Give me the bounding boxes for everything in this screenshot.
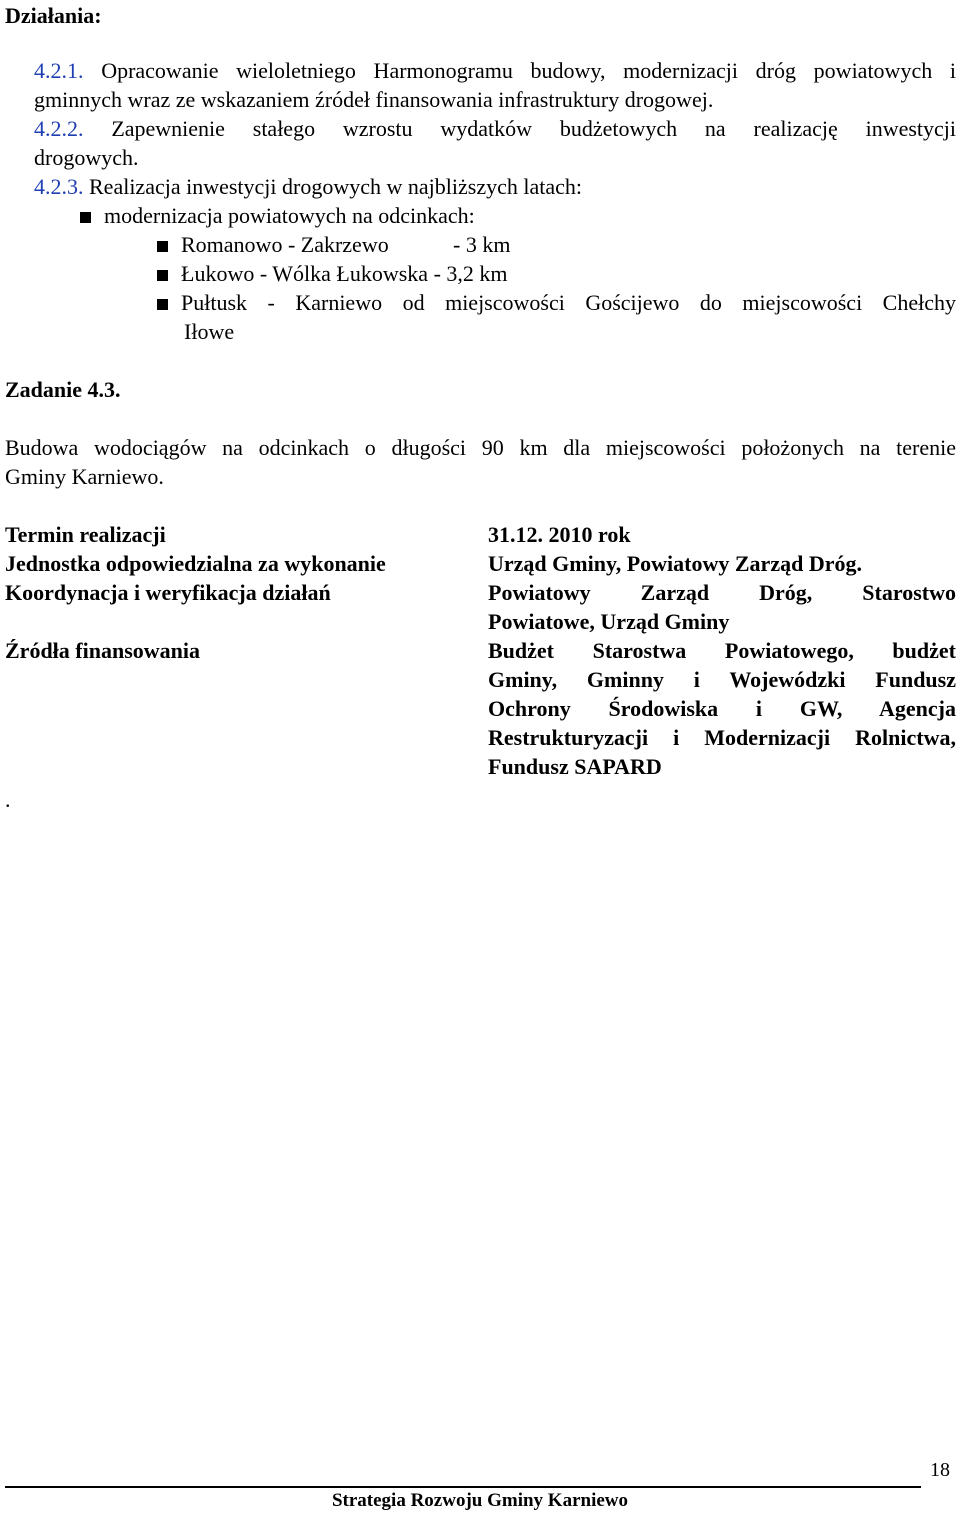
stray-dot: . — [5, 787, 11, 812]
term-label: Termin realizacji — [5, 522, 166, 547]
square-bullet-icon — [157, 299, 168, 310]
action-item — [34, 56, 956, 85]
task-description-cont: Gminy Karniewo. — [5, 464, 164, 489]
modernization-label: modernizacja powiatowych na odcinkach: — [104, 203, 475, 228]
action-item — [34, 172, 582, 201]
section-item — [157, 230, 510, 259]
section-heading: Działania: — [5, 3, 102, 28]
section-route: Łukowo - Wólka Łukowska — [181, 261, 429, 286]
task-description — [5, 433, 956, 462]
section-item — [157, 288, 956, 317]
section-item — [157, 259, 508, 288]
funding-value — [488, 636, 956, 781]
coord-value-cont: Powiatowe, Urząd Gminy — [488, 609, 730, 634]
square-bullet-icon — [157, 270, 168, 281]
funding-line: Budżet Starostwa Powiatowego, budżet — [488, 638, 956, 663]
funding-line: Fundusz SAPARD — [488, 754, 662, 779]
unit-value: Urząd Gminy, Powiatowy Zarząd Dróg. — [488, 551, 862, 576]
task-title: Zadanie 4.3. — [5, 377, 121, 402]
square-bullet-icon — [80, 212, 91, 223]
action-text: Opracowanie wieloletniego Harmonogramu budowy, modernizacji dróg powiatowych i — [101, 58, 957, 83]
action-line — [34, 56, 956, 85]
task-description-line: Budowa wodociągów na odcinkach o długości 90 km dla miejscowości położonych na terenie — [5, 435, 956, 460]
action-item — [34, 114, 956, 143]
footer-divider — [5, 1486, 921, 1488]
coord-value-line: Powiatowy Zarząd Dróg, Starostwo — [488, 580, 956, 605]
funding-label: Źródła finansowania — [5, 638, 200, 663]
action-number: 4.2.2. — [34, 116, 84, 141]
funding-line: Restrukturyzacji i Modernizacji Rolnictwa, — [488, 725, 956, 750]
coord-label: Koordynacja i weryfikacja działań — [5, 580, 331, 605]
footer-title: Strategia Rozwoju Gminy Karniewo — [331, 1490, 629, 1511]
action-number: 4.2.1. — [34, 58, 84, 83]
funding-line: Gminy, Gminny i Wojewódzki Fundusz — [488, 667, 956, 692]
section-length: - 3,2 km — [433, 261, 508, 286]
section-route: Romanowo - Zakrzewo — [181, 232, 389, 257]
page-number: 18 — [930, 1459, 950, 1481]
funding-line: Ochrony Środowiska i GW, Agencja — [488, 696, 956, 721]
section-length: - 3 km — [453, 232, 511, 257]
section-route-cont: Iłowe — [184, 319, 235, 344]
unit-label: Jednostka odpowiedzialna za wykonanie — [5, 551, 386, 576]
action-text-cont: drogowych. — [34, 145, 139, 170]
section-route: Pułtusk - Karniewo od miejscowości Gościjewo do miejscowości Chełchy — [181, 290, 956, 315]
modernization-bullet — [80, 201, 475, 230]
term-value: 31.12. 2010 rok — [488, 522, 631, 547]
action-number: 4.2.3. — [34, 174, 84, 199]
action-line — [34, 114, 956, 143]
square-bullet-icon — [157, 241, 168, 252]
action-text: Zapewnienie stałego wzrostu wydatków budżetowych na realizację inwestycji — [111, 116, 957, 141]
coord-value — [488, 578, 956, 607]
action-text: Realizacja inwestycji drogowych w najbliższych latach: — [89, 174, 582, 199]
action-text-cont: gminnych wraz ze wskazaniem źródeł finansowania infrastruktury drogowej. — [34, 87, 714, 112]
